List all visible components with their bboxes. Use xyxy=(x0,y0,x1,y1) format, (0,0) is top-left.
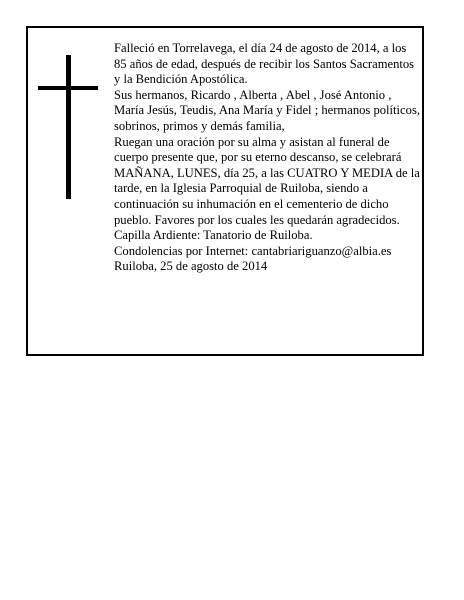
family-paragraph: Sus hermanos, Ricardo , Alberta , Abel , José Antonio , María Jesús, Teudis, Ana María y Fidel ; hermanos políticos, sobrinos, primos y demás familia, xyxy=(114,87,420,133)
condolences-line: Condolencias por Internet: cantabriariguanzo@albia.es xyxy=(114,243,392,258)
cross-icon xyxy=(38,55,98,199)
place-date-line: Ruiloba, 25 de agosto de 2014 xyxy=(114,259,268,274)
obituary-notice xyxy=(26,26,424,356)
funeral-paragraph: Ruegan una oración por su alma y asistan al funeral de cuerpo presente que, por su eterno descanso, se celebrará MAÑANA, LUNES, día 25, a las CUATRO Y MEDIA de la tarde, en la Iglesia Parroquial de Ruiloba, siendo a continuación su inhumación en el cementerio de dicho pueblo. Favores por los cuales les quedarán agradecidos. Capilla Ardiente: Tanatorio de Ruiloba. xyxy=(114,134,420,243)
death-paragraph: Falleció en Torrelavega, el día 24 de agosto de 2014, a los 85 años de edad, después de recibir los Santos Sacramentos y la Bendición Apostólica. xyxy=(114,41,415,87)
cross-vertical-bar xyxy=(66,55,71,199)
notice-text xyxy=(114,41,420,275)
cross-horizontal-bar xyxy=(38,86,98,90)
